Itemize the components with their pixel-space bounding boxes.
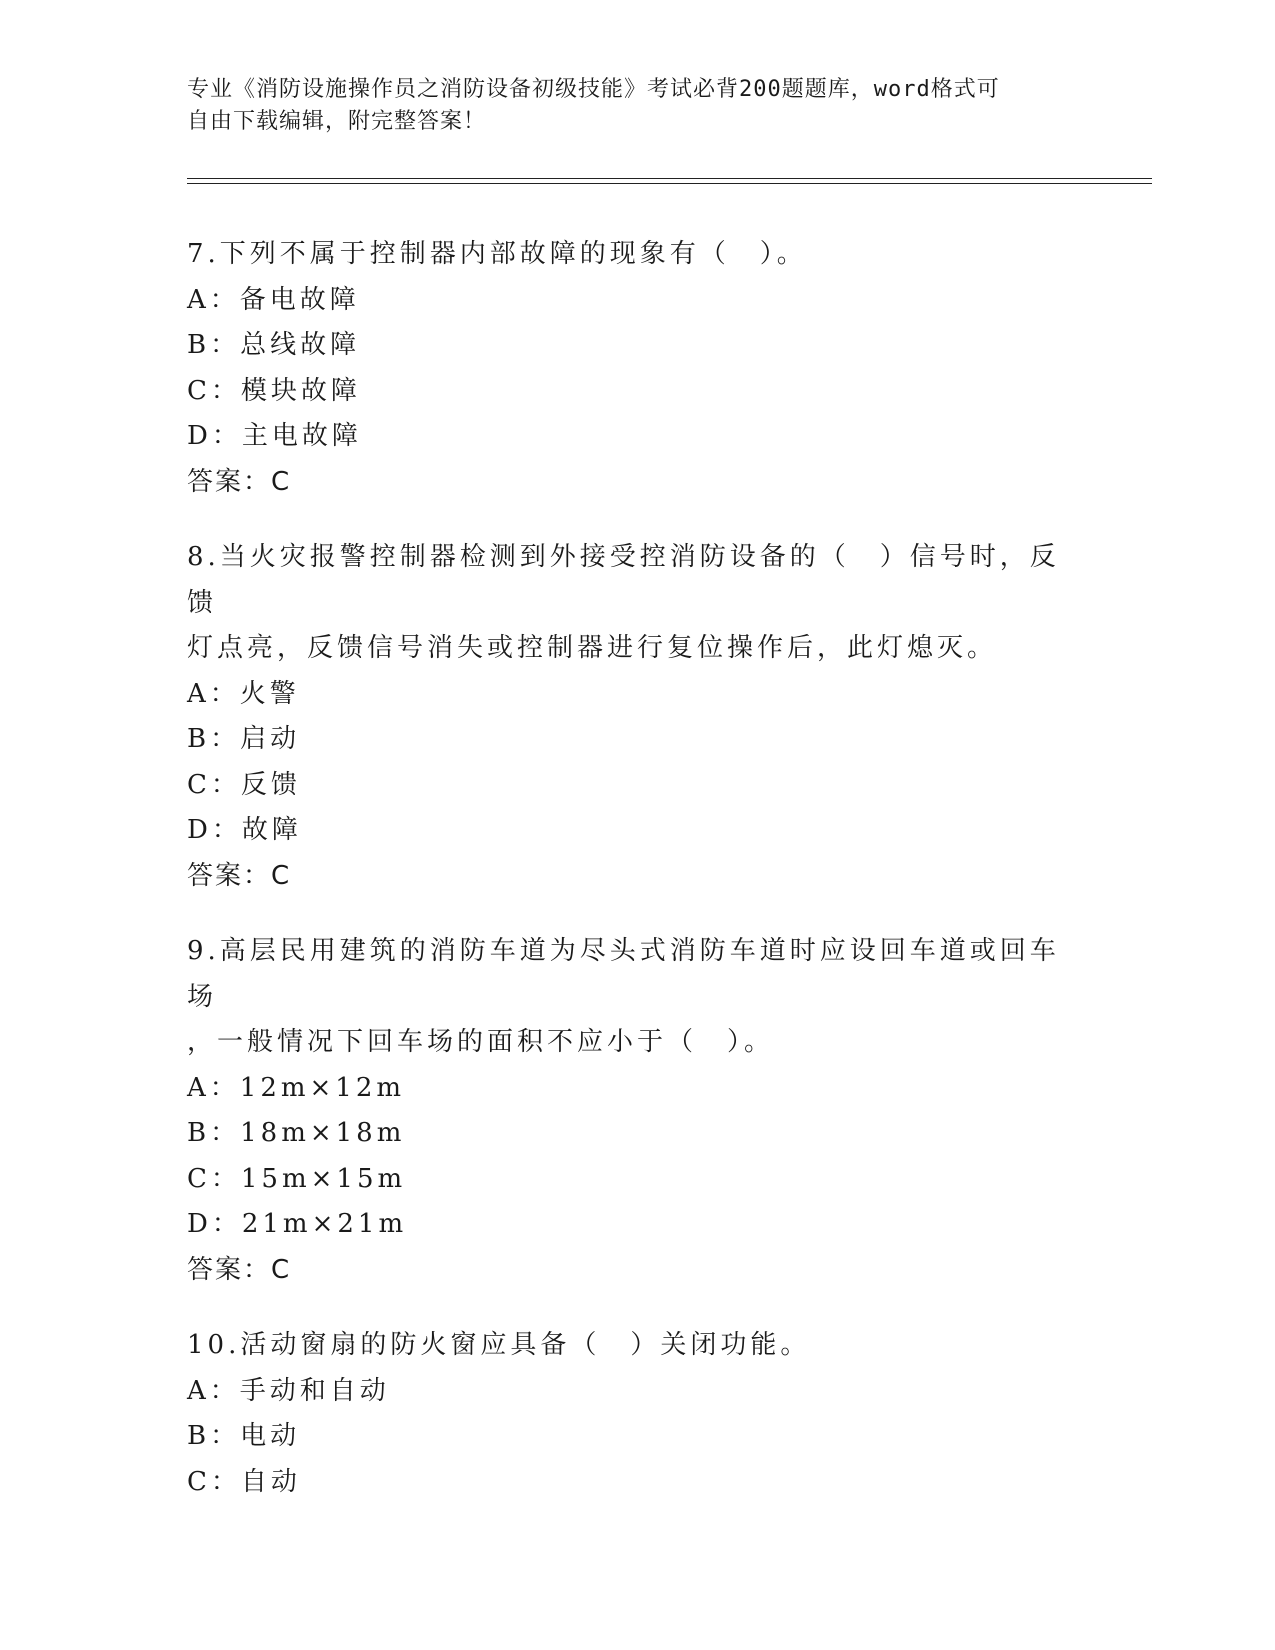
option-c: C：模块故障 — [187, 375, 361, 406]
option-a: A：12m×12m — [187, 1072, 406, 1103]
header-line-2: 自由下载编辑，附完整答案！ — [187, 109, 487, 134]
answer-line: 答案：C — [187, 860, 292, 891]
question-text: 10.活动窗扇的防火窗应具备（ ）关闭功能。 — [187, 1330, 811, 1360]
question-text-continued: 灯点亮，反馈信号消失或控制器进行复位操作后，此灯熄灭。 — [187, 633, 998, 663]
question-text: 8.当火灾报警控制器检测到外接受控消防设备的（ ）信号时，反馈 — [187, 542, 1060, 618]
answer-line: 答案：C — [187, 466, 292, 497]
option-b: B：总线故障 — [187, 330, 361, 360]
header-divider-top — [187, 178, 1152, 179]
option-b: B：18m×18m — [187, 1118, 406, 1148]
option-b: B：启动 — [187, 724, 301, 754]
question-text: 7.下列不属于控制器内部故障的现象有（ ）。 — [187, 239, 807, 269]
option-b: B：电动 — [187, 1421, 301, 1451]
question-item — [187, 1323, 1087, 1505]
question-text-continued: ，一般情况下回车场的面积不应小于（ ）。 — [187, 1027, 775, 1057]
option-c: C：反馈 — [187, 769, 301, 800]
header-line-1: 专业《消防设施操作员之消防设备初级技能》考试必背200题题库，word格式可 — [187, 77, 1000, 102]
header-divider-bottom — [187, 183, 1152, 184]
option-a: A：火警 — [187, 678, 300, 709]
option-d: D：故障 — [187, 815, 302, 845]
question-item — [187, 929, 1087, 1293]
question-item — [187, 535, 1087, 899]
document-header — [187, 74, 1087, 138]
option-c: C：自动 — [187, 1466, 301, 1497]
option-d: D：主电故障 — [187, 421, 362, 451]
option-d: D：21m×21m — [187, 1209, 408, 1239]
option-a: A：备电故障 — [187, 284, 360, 315]
question-text: 9.高层民用建筑的消防车道为尽头式消防车道时应设回车道或回车场 — [187, 936, 1060, 1012]
option-c: C：15m×15m — [187, 1163, 407, 1194]
question-list — [187, 232, 1087, 1535]
option-a: A：手动和自动 — [187, 1375, 390, 1406]
answer-line: 答案：C — [187, 1254, 292, 1285]
question-item — [187, 232, 1087, 505]
